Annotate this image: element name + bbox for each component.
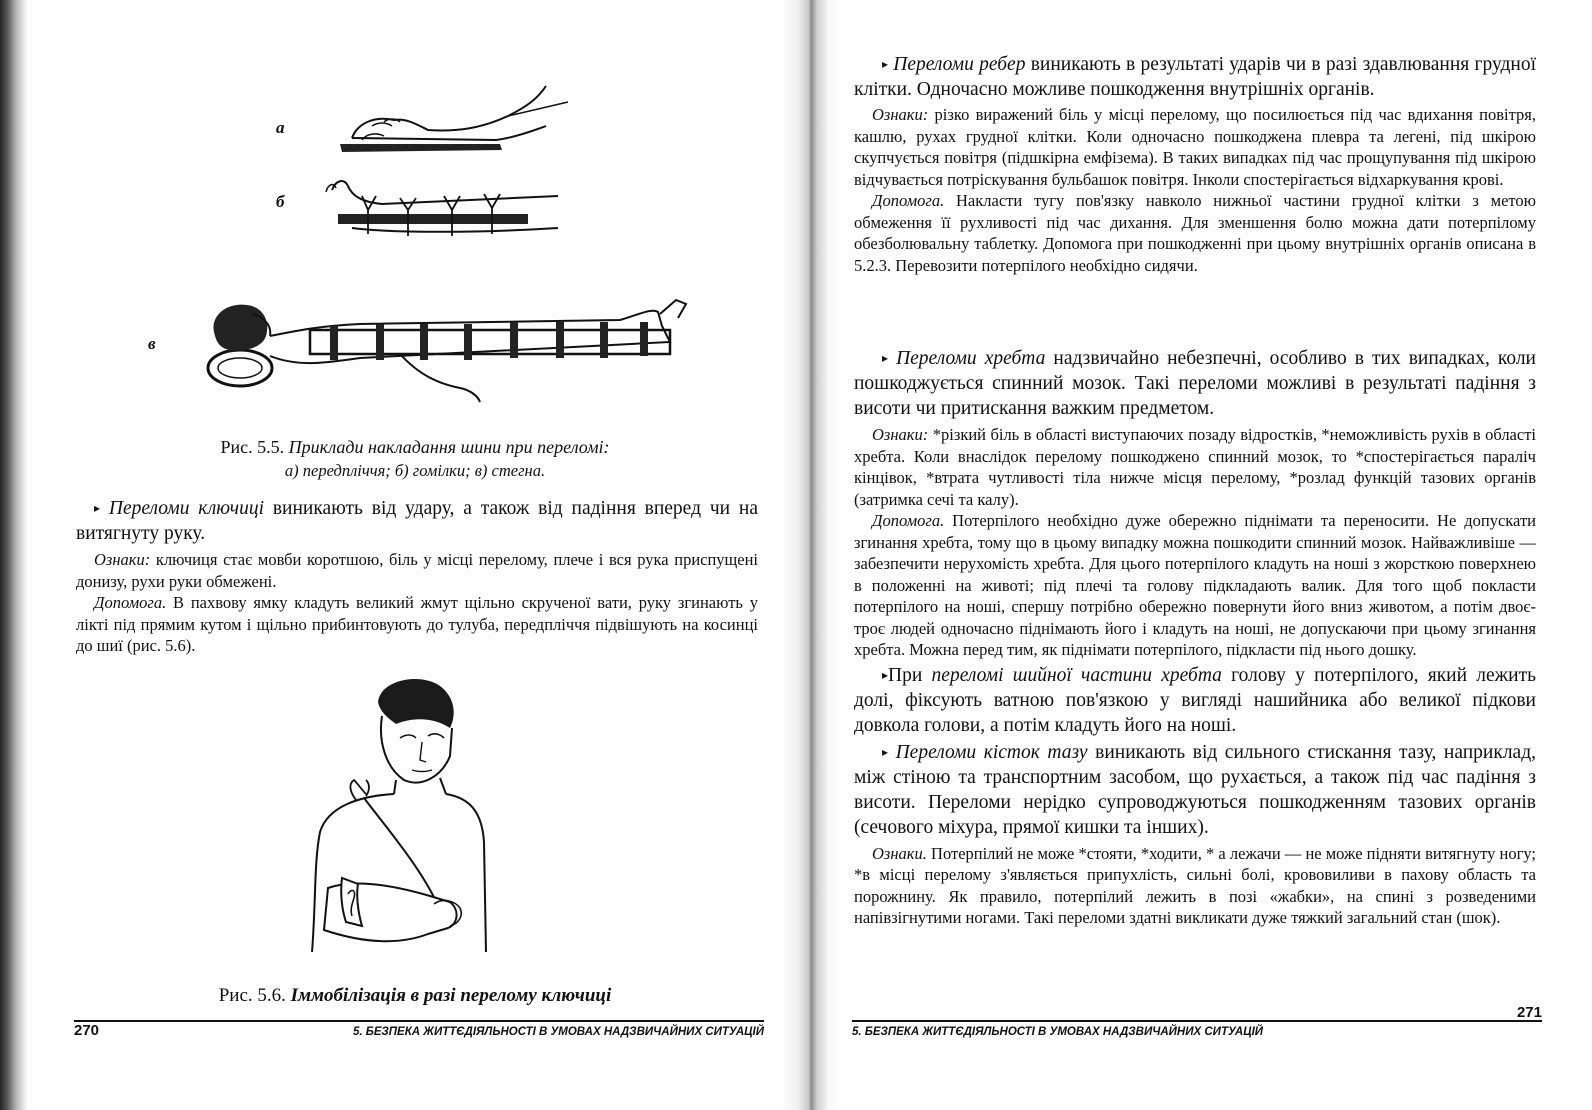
ribs-intro [854, 52, 1536, 102]
triangle-bullet-icon: ▸ [882, 667, 889, 682]
shin-splint-figure [322, 170, 562, 250]
clavicle-signs-text: ключиця стає мовби коротшою, біль у місці перелому, плече і вся рука приспущені донизу, рухи руки обмежені. [76, 550, 758, 591]
footer-rule [852, 1020, 1542, 1022]
clavicle-lead: виникають від удару, а також від падіння вперед чи на витягнуту руку. [76, 498, 758, 544]
spine-help-label: Допомога. [872, 511, 945, 530]
neck-text: голову у потерпілого, який лежить долі, фіксують ватною пов'язкою у вигляді нашийника або великої підкови довкола голови, а потім кладуть його на ноші. [854, 664, 1536, 736]
clavicle-help-label: Допомога. [94, 593, 167, 612]
pelvis-intro [854, 740, 1536, 840]
figure-5-6-number: Рис. 5.6. [218, 985, 286, 1006]
forearm-splint-icon [332, 82, 572, 162]
figure-label-b: б [276, 192, 285, 211]
triangle-bullet-icon: ▸ [882, 351, 889, 365]
clavicle-help-text: В пахвову ямку кладуть великий жмут щільно скрученої вати, руку згинають у лікті під прямим кутом і щільно прибинтовують до тулуба, передпліччя підвішують на косинці до шиї (рис. 5.6). [76, 593, 758, 655]
ribs-section [854, 52, 1536, 276]
figure-5-5-subtitle: а) передпліччя; б) гомілки; в) стегна. [284, 461, 546, 480]
spine-section [854, 346, 1536, 929]
book-gutter-shadow [780, 0, 840, 1110]
clavicle-help [76, 592, 758, 657]
figure-5-5-caption [70, 436, 760, 482]
pelvis-signs [854, 843, 1536, 929]
ribs-signs-label: Ознаки: [872, 105, 929, 124]
ribs-term: Переломи ребер [893, 54, 1026, 75]
spine-term: Переломи хребта [896, 348, 1046, 369]
page-number-right: 271 [1516, 1004, 1542, 1021]
running-head-right: 5. БЕЗПЕКА ЖИТТЄДІЯЛЬНОСТІ В УМОВАХ НАДЗВИЧАЙНИХ СИТУАЦІЙ [852, 1026, 1264, 1038]
pelvis-signs-label: Ознаки. [872, 843, 927, 863]
spine-lead: надзвичайно небезпечні, особливо в тих випадках, коли пошкоджується спинний мозок. Такі переломи можливі в результаті падіння з висоти чи притискання важким предметом. [854, 348, 1536, 419]
figure-5-5-number: Рис. 5.5. [220, 437, 285, 457]
triangle-bullet-icon: ▸ [882, 744, 889, 759]
clavicle-signs [76, 549, 758, 592]
pelvis-signs-text: Потерпілий не може *стояти, *ходити, * а лежачи — не може підняти витягнуту ногу; *в місці перелому з'являється припухлість, сильні болі, крововиливи в пахову область та порожнину. Як правило, потерпілий лежить в позі «жабки», на спині з розведеними напівзігнутими ногами. Такі переломи здатні викликати дуже тяжкий загальний стан (шок). [854, 843, 1536, 927]
footer-rule [74, 1020, 764, 1022]
right-page [848, 0, 1542, 1110]
spine-signs-label: Ознаки: [872, 425, 929, 444]
clavicle-section [76, 496, 758, 657]
ribs-help-label: Допомога. [872, 191, 945, 210]
spine-intro [854, 346, 1536, 421]
figure-5-5-title: Приклади накладання шини при переломі: [288, 437, 610, 457]
page-number-left: 270 [74, 1022, 100, 1039]
spine-signs [854, 424, 1536, 510]
ribs-help-text: Накласти тугу пов'язку навколо нижньої частини грудної клітки з метою обмеження її рухливості під час дихання. Для зменшення болю можна дати потерпілому обезболювальну таблетку. Допомога при пошкодженні при цьому внутрішніх органів описана в 5.2.3. Перевозити потерпілого необхідно сидячи. [854, 191, 1536, 275]
ribs-signs [854, 104, 1536, 190]
shin-splint-icon [322, 170, 562, 250]
clavicle-immobilization-figure [300, 672, 500, 962]
clavicle-intro [76, 496, 758, 546]
left-page [70, 0, 764, 1110]
neck-term: переломі шийної частини хребта [931, 664, 1222, 686]
book-edge-shadow [0, 0, 28, 1110]
pelvis-lead: виникають від сильного стискання тазу, наприклад, між стіною та транспортним засобом, що рухається, а також під час падіння з висоти. Переломи нерідко супроводжуються пошкодженням тазових органів (сечового міхура, прямої кишки та інших). [854, 741, 1537, 838]
ribs-signs-text: різко виражений біль у місці перелому, що посилюється під час вдихання повітря, кашлю, рухах грудної клітки. Коли одночасно пошкоджена плевра та легені, під шкірою скупчується повітря (підшкірна емфізема). В таких випадках під час прощупування під шкірою відчувається потріскування бульбашок повітря. Інколи спостерігається відхаркування крові. [854, 105, 1536, 189]
clavicle-term: Переломи ключиці [108, 498, 265, 519]
running-head-left: 5. БЕЗПЕКА ЖИТТЄДІЯЛЬНОСТІ В УМОВАХ НАДЗВИЧАЙНИХ СИТУАЦІЙ [352, 1026, 764, 1038]
ribs-help [854, 190, 1536, 276]
forearm-splint-figure [332, 82, 572, 162]
triangle-bullet-icon: ▸ [94, 501, 101, 515]
thigh-splint-figure [200, 292, 700, 412]
pelvis-term: Переломи кісток тазу [895, 741, 1088, 763]
neck-fracture-paragraph [854, 663, 1536, 738]
figure-5-6-caption [70, 984, 760, 1007]
neck-pre: При [888, 664, 932, 686]
figure-label-c: в [148, 334, 156, 353]
lying-patient-icon [200, 292, 700, 412]
arm-sling-man-icon [300, 672, 500, 962]
triangle-bullet-icon: ▸ [882, 57, 889, 71]
spine-help-text: Потерпілого необхідно дуже обережно піднімати та переносити. Не допускати згинання хребта, тому що в цьому випадку можна пошкодити спинний мозок. Найважливіше — забезпечити нерухомість хребта. Для цього потерпілого кладуть на ноші з жорсткою поверхнею в положенні на животі; під плечі та голову підкладають валик. Для того щоб покласти потерпілого на ноші, спершу потрібно обережно повернути його вниз животом, а потім двоє-троє людей одночасно піднімають його і кладуть на ноші, не допускаючи при цьому згинання хребта. Можна перед тим, як піднімати потерпілого, підкласти під нього дошку. [854, 511, 1536, 659]
spine-signs-text: *різкий біль в області виступаючих позаду відростків, *неможливість рухів в області хребта. Коли внаслідок перелому пошкоджено спинний мозок, то *спостерігається параліч кінцівок, *втрата чутливості тіла нижче місця перелому, *розлад функцій тазових органів (затримка сечі та калу). [854, 425, 1536, 509]
spine-help [854, 510, 1536, 661]
figure-5-6-title: Іммобілізація в разі перелому ключиці [290, 985, 612, 1006]
ribs-lead: виникають в результаті ударів чи в разі здавлювання грудної клітки. Одночасно можливе пошкодження внутрішніх органів. [854, 54, 1537, 100]
clavicle-signs-label: Ознаки: [94, 550, 151, 569]
figure-label-a: а [276, 118, 285, 137]
